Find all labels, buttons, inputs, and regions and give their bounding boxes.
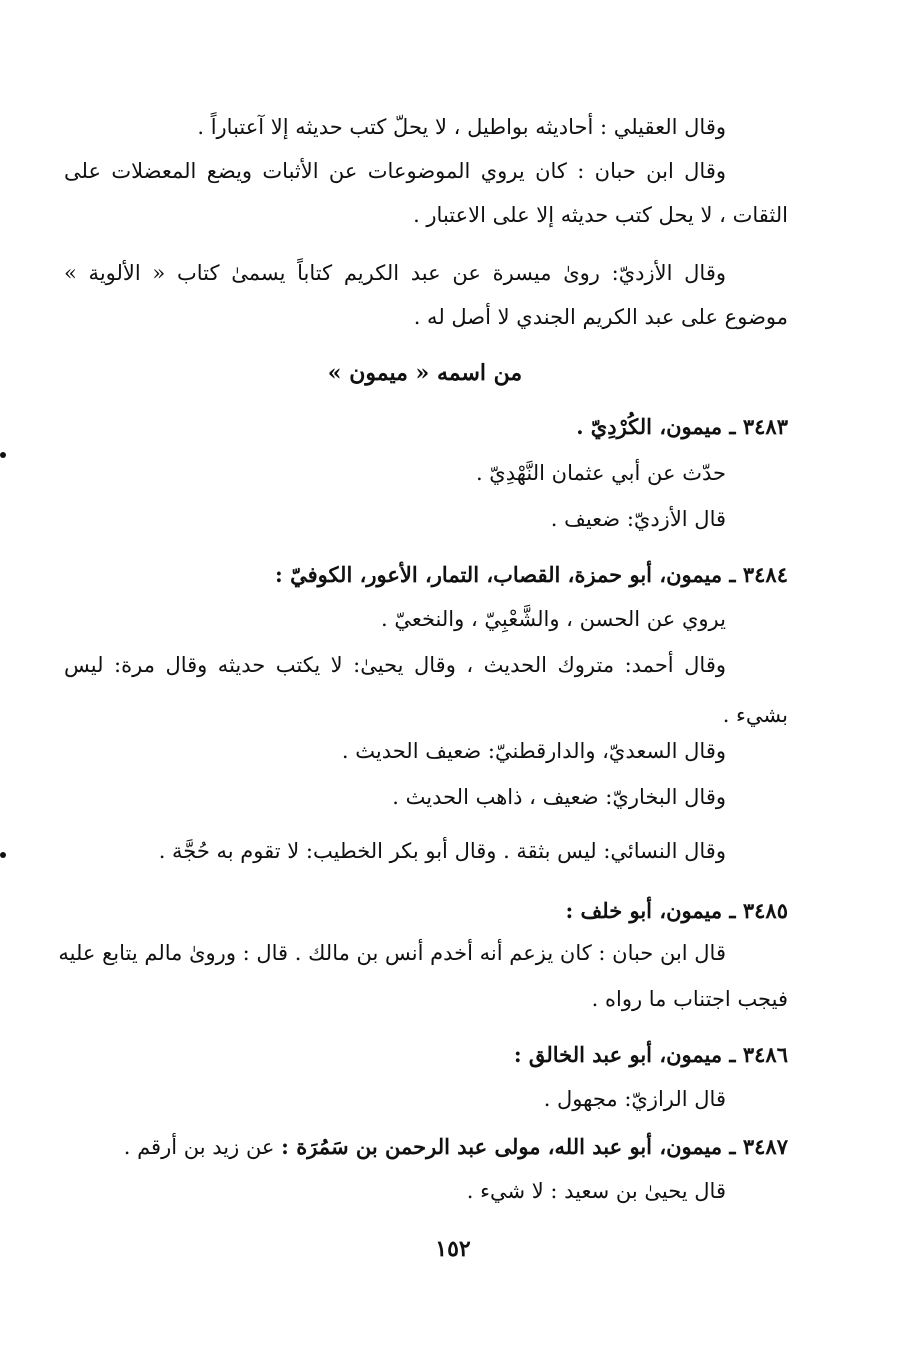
entry-3484-line-5: وقال البخاريّ: ضعيف ، ذاهب الحديث . <box>392 785 726 809</box>
margin-speck <box>0 852 6 858</box>
intro-line-5: موضوع على عبد الكريم الجندي لا أصل له . <box>413 305 788 329</box>
entry-3484-line-1: يروي عن الحسن ، والشَّعْبِيّ ، والنخعيّ . <box>381 607 726 631</box>
entry-3485-title: ٣٤٨٥ ـ ميمون، أبو خلف : <box>565 898 788 923</box>
intro-line-4: وقال الأزديّ: روىٰ ميسرة عن عبد الكريم كتاباً يسمىٰ كتاب « الألوية » <box>64 261 726 285</box>
entry-3483-title: ٣٤٨٣ ـ ميمون، الكُرْدِيّ . <box>576 414 788 439</box>
intro-line-1: وقال العقيلي : أحاديثه بواطيل ، لا يحلّ كتب حديثه إلا آعتباراً . <box>197 115 726 139</box>
entry-3484-line-4: وقال السعديّ، والدارقطنيّ: ضعيف الحديث . <box>341 739 726 763</box>
entry-3486-line-1: قال الرازيّ: مجهول . <box>543 1087 726 1111</box>
entry-3486-title: ٣٤٨٦ ـ ميمون، أبو عبد الخالق : <box>513 1042 788 1067</box>
entry-3484-title: ٣٤٨٤ ـ ميمون، أبو حمزة، القصاب، التمار، الأعور، الكوفيّ : <box>275 562 788 587</box>
page-number: ١٥٢ <box>435 1236 471 1262</box>
entry-3483-line-2: قال الأزديّ: ضعيف . <box>550 507 726 531</box>
intro-line-3: الثقات ، لا يحل كتب حديثه إلا على الاعتبار . <box>413 203 788 227</box>
intro-line-2: وقال ابن حبان : كان يروي الموضوعات عن الأثبات ويضع المعضلات على <box>64 159 726 183</box>
margin-speck <box>0 452 6 458</box>
entry-3484-line-6: وقال النسائي: ليس بثقة . وقال أبو بكر الخطيب: لا تقوم به حُجَّة . <box>158 839 726 863</box>
entry-3484-line-3: بشيء . <box>722 703 788 727</box>
entry-3485-line-1: قال ابن حبان : كان يزعم أنه أخدم أنس بن مالك . قال : وروىٰ مالم يتابع عليه <box>58 941 726 965</box>
entry-3485-line-2: فيجب اجتناب ما رواه . <box>591 987 788 1011</box>
entry-3487-title-rest: عن زيد بن أرقم . <box>123 1135 275 1159</box>
section-heading: من اسمه « ميمون » <box>327 360 523 386</box>
entry-3484-line-2: وقال أحمد: متروك الحديث ، وقال يحيىٰ: لا يكتب حديثه وقال مرة: ليس <box>64 653 726 677</box>
entry-3487-title-row <box>124 1132 788 1162</box>
entry-3483-line-1: حدّث عن أبي عثمان النَّهْدِيّ . <box>475 461 726 485</box>
entry-3487-title: ٣٤٨٧ ـ ميمون، أبو عبد الله، مولى عبد الرحمن بن سَمُرَة : <box>281 1134 788 1159</box>
entry-3487-line-1: قال يحيىٰ بن سعيد : لا شيء . <box>466 1179 726 1203</box>
